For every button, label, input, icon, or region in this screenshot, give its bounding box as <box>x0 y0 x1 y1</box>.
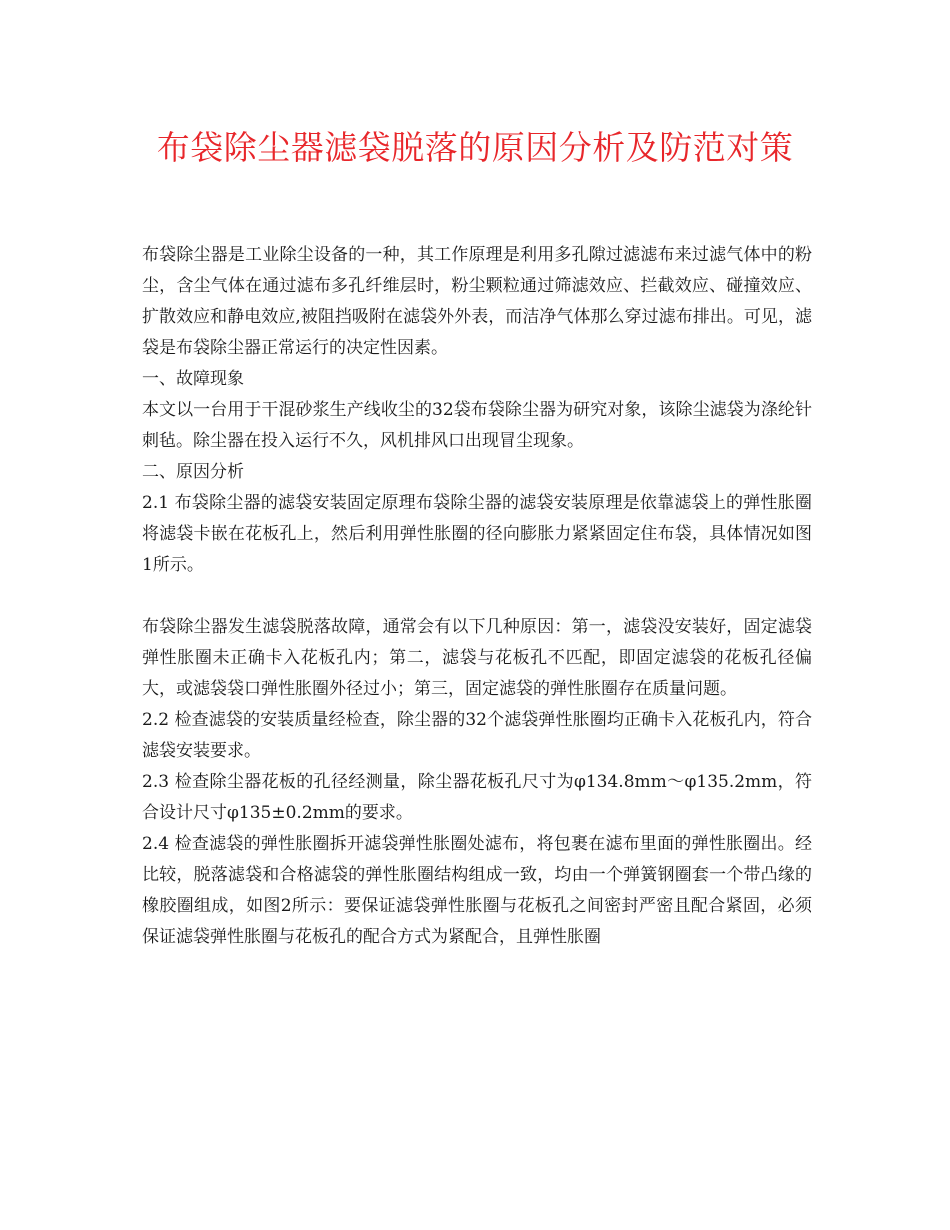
document-body <box>142 240 812 953</box>
paragraph-fault: 本文以一台用于干混砂浆生产线收尘的32袋布袋除尘器为研究对象，该除尘滤袋为涤纶针刺毡。除尘器在投入运行不久，风机排风口出现冒尘现象。 <box>142 400 812 451</box>
paragraph-intro: 布袋除尘器是工业除尘设备的一种，其工作原理是利用多孔隙过滤滤布来过滤气体中的粉尘，含尘气体在通过滤布多孔纤维层时，粉尘颗粒通过筛滤效应、拦截效应、碰撞效应、扩散效应和静电效应,被阻挡吸附在滤袋外外表，而洁净气体那么穿过滤布排出。可见，滤袋是布袋除尘器正常运行的决定性因素。 <box>142 245 812 358</box>
section-heading-fault: 一、故障现象 <box>142 369 244 389</box>
section-heading-analysis: 二、原因分析 <box>142 462 244 482</box>
document-title: 布袋除尘器滤袋脱落的原因分析及防范对策 <box>156 128 794 167</box>
paragraph-2-3: 2.3 检查除尘器花板的孔径经测量，除尘器花板孔尺寸为φ134.8mm～φ135.2mm，符合设计尺寸φ135±0.2mm的要求。 <box>142 772 812 823</box>
paragraph-causes: 布袋除尘器发生滤袋脱落故障，通常会有以下几种原因：第一，滤袋没安装好，固定滤袋弹性胀圈未正确卡入花板孔内；第二，滤袋与花板孔不匹配，即固定滤袋的花板孔径偏大，或滤袋袋口弹性胀圈外径过小；第三，固定滤袋的弹性胀圈存在质量问题。 <box>142 617 812 699</box>
paragraph-2-4: 2.4 检查滤袋的弹性胀圈拆开滤袋弹性胀圈处滤布，将包裹在滤布里面的弹性胀圈出。经比较，脱落滤袋和合格滤袋的弹性胀圈结构组成一致，均由一个弹簧钢圈套一个带凸缘的橡胶圈组成，如图2所示：要保证滤袋弹性胀圈与花板孔之间密封严密且配合紧固，必须保证滤袋弹性胀圈与花板孔的配合方式为紧配合，且弹性胀圈 <box>142 834 812 947</box>
paragraph-2-2: 2.2 检查滤袋的安装质量经检查，除尘器的32个滤袋弹性胀圈均正确卡入花板孔内，符合滤袋安装要求。 <box>142 710 812 761</box>
paragraph-2-1: 2.1 布袋除尘器的滤袋安装固定原理布袋除尘器的滤袋安装原理是依靠滤袋上的弹性胀圈将滤袋卡嵌在花板孔上，然后利用弹性胀圈的径向膨胀力紧紧固定住布袋，具体情况如图1所示。 <box>142 493 812 575</box>
figure-gap <box>142 581 812 612</box>
